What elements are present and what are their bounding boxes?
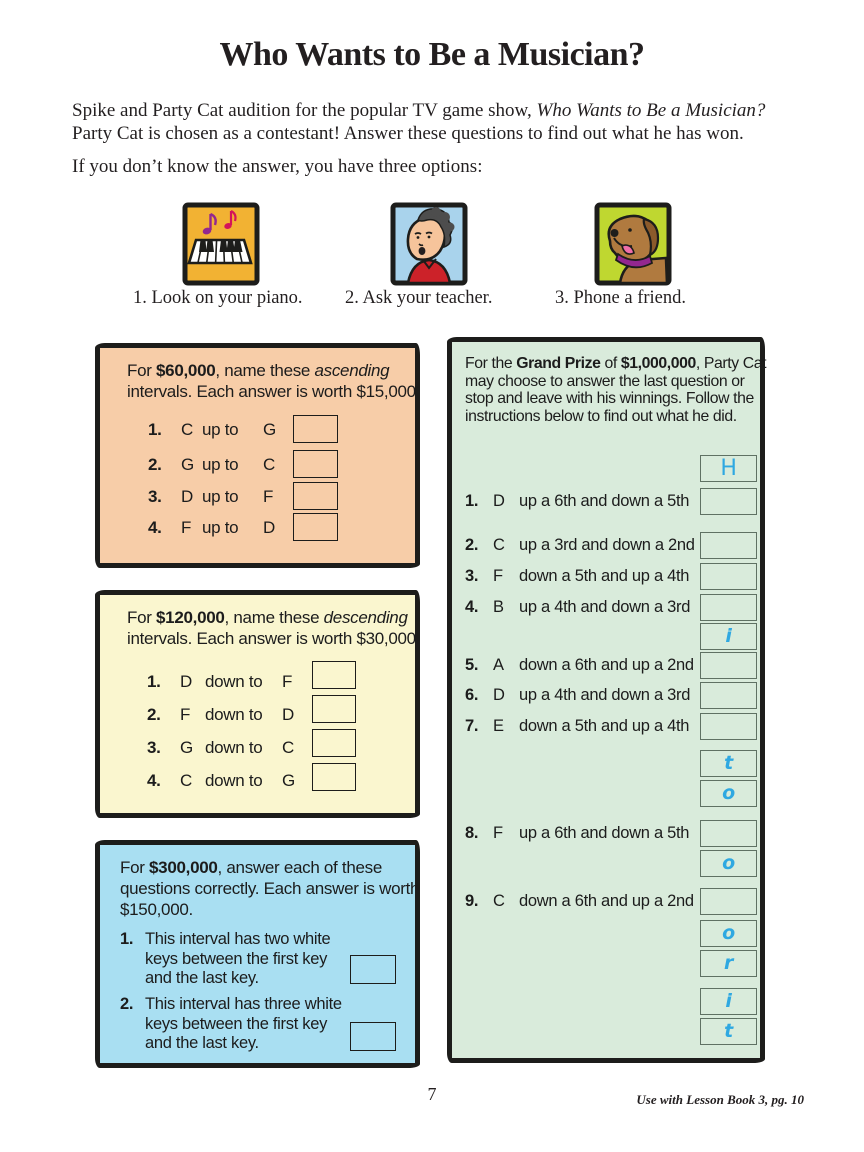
panel-120000-intro	[127, 607, 420, 649]
question-block: 1. This interval has two white keys between the first key and the last key.	[120, 930, 331, 987]
option-label-teacher: 2. Ask your teacher.	[345, 288, 493, 308]
prize-amount: $1,000,000	[620, 355, 696, 372]
answer-box-blank[interactable]	[700, 532, 757, 559]
answer-box-prefilled: t	[700, 1018, 757, 1045]
direction-word: descending	[323, 608, 408, 627]
answer-box-blank[interactable]	[293, 415, 338, 443]
answer-box-prefilled: o	[700, 780, 757, 807]
intro-line1	[72, 99, 832, 122]
question-row: 6. D up a 4th and down a 3rd	[465, 686, 691, 704]
answer-box-blank[interactable]	[700, 488, 757, 515]
answer-box-prefilled: o	[700, 850, 757, 877]
intro-paragraph	[72, 99, 832, 145]
option-label-piano: 1. Look on your piano.	[133, 288, 303, 308]
text: questions correctly. Each answer is worth	[120, 879, 420, 898]
text: keys between the first key	[145, 1014, 328, 1033]
answer-box-blank[interactable]	[312, 729, 356, 757]
answer-box-blank[interactable]	[700, 713, 757, 740]
text: intervals. Each answer is worth $15,000.	[127, 382, 421, 401]
answer-box-blank[interactable]	[293, 450, 338, 478]
text: For	[120, 858, 150, 877]
answer-box-blank[interactable]	[293, 482, 338, 510]
show-name-italic: Who Wants to Be a Musician?	[536, 100, 766, 121]
answer-box-blank[interactable]	[700, 820, 757, 847]
intro-line1-text: Spike and Party Cat audition for the popular TV game show,	[72, 100, 537, 121]
question-block: 2. This interval has three white keys between the first key and the last key.	[120, 995, 342, 1052]
teacher-icon	[388, 200, 470, 288]
question-row: 2. C up a 3rd and down a 2nd	[465, 536, 695, 554]
answer-box-prefilled: r	[700, 950, 757, 977]
panel-300000	[95, 840, 420, 1068]
interval-row: 2. G up to C	[148, 455, 275, 474]
answer-box-blank[interactable]	[700, 682, 757, 709]
text: This interval has two white	[145, 930, 331, 948]
text: This interval has three white	[145, 995, 342, 1013]
lesson-book-reference: Use with Lesson Book 3, pg. 10	[636, 1092, 804, 1107]
question-row: 3. F down a 5th and up a 4th	[465, 567, 690, 585]
panel-60000	[95, 343, 420, 568]
question-row: 7. E down a 5th and up a 4th	[465, 717, 690, 735]
question-row: 1. D up a 6th and down a 5th	[465, 492, 690, 510]
answer-box-prefilled: i	[700, 623, 757, 650]
text: may choose to answer the last question or	[465, 372, 745, 390]
interval-row: 1. D down to F	[147, 672, 293, 691]
text: For	[127, 608, 157, 627]
text: instructions below to find out what he did.	[465, 407, 737, 425]
text: stop and leave with his winnings. Follow the	[465, 390, 754, 408]
prize-amount: $120,000	[156, 608, 225, 627]
answer-box-blank[interactable]	[312, 763, 356, 791]
text: For	[127, 361, 157, 380]
text: and the last key.	[145, 1034, 259, 1052]
question-row: 5. A down a 6th and up a 2nd	[465, 656, 694, 674]
text: For the	[465, 355, 517, 372]
grand-prize-label: Grand Prize	[516, 355, 601, 372]
panel-60000-intro	[127, 360, 420, 402]
answer-box-prefilled: i	[700, 988, 757, 1015]
interval-row: 2. F down to D	[147, 705, 294, 724]
interval-row: 4. C down to G	[147, 771, 295, 790]
text: , Party Cat	[695, 355, 767, 372]
dog-icon	[592, 200, 674, 288]
text: keys between the first key	[145, 949, 328, 968]
grand-prize-intro	[465, 355, 766, 425]
answer-box-prefilled: t	[700, 750, 757, 777]
intro-line2: Party Cat is chosen as a contestant! Answer these questions to find out what he has won.	[72, 123, 744, 144]
page-title: Who Wants to Be a Musician?	[219, 36, 645, 73]
text: of	[600, 355, 621, 372]
answer-box-blank[interactable]	[700, 888, 757, 915]
options-prompt: If you don’t know the answer, you have three options:	[72, 156, 483, 177]
answer-box-prefilled: o	[700, 920, 757, 947]
answer-box-blank[interactable]	[350, 1022, 396, 1051]
answer-box-blank[interactable]	[312, 695, 356, 723]
interval-row: 3. G down to C	[147, 738, 294, 757]
text: and the last key.	[145, 969, 259, 987]
question-row: 9. C down a 6th and up a 2nd	[465, 892, 694, 910]
interval-row: 4. F up to D	[148, 518, 275, 537]
page-number: 7	[427, 1084, 437, 1104]
answer-box-blank[interactable]	[312, 661, 356, 689]
text: , name these	[224, 608, 324, 627]
answer-box-blank[interactable]	[293, 513, 338, 541]
answer-box-blank[interactable]	[700, 563, 757, 590]
answer-box-blank[interactable]	[350, 955, 396, 984]
prize-amount: $300,000	[149, 858, 218, 877]
panel-120000	[95, 590, 420, 818]
text: , name these	[215, 361, 315, 380]
answer-box-blank[interactable]	[700, 594, 757, 621]
answer-box-blank[interactable]	[700, 652, 757, 679]
option-label-friend: 3. Phone a friend.	[555, 288, 687, 308]
answer-box-prefilled: H	[700, 455, 757, 482]
piano-icon	[180, 200, 262, 288]
question-row: 8. F up a 6th and down a 5th	[465, 824, 690, 842]
text: $150,000.	[120, 900, 193, 919]
panel-grand-prize	[447, 337, 765, 1063]
direction-word: ascending	[314, 361, 390, 380]
question-row: 4. B up a 4th and down a 3rd	[465, 598, 691, 616]
panel-300000-intro	[120, 857, 419, 920]
text: , answer each of these	[217, 858, 382, 877]
interval-row: 3. D up to F	[148, 487, 274, 506]
prize-amount: $60,000	[156, 361, 216, 380]
interval-row: 1. C up to G	[148, 420, 276, 439]
text: intervals. Each answer is worth $30,000.	[127, 629, 421, 648]
